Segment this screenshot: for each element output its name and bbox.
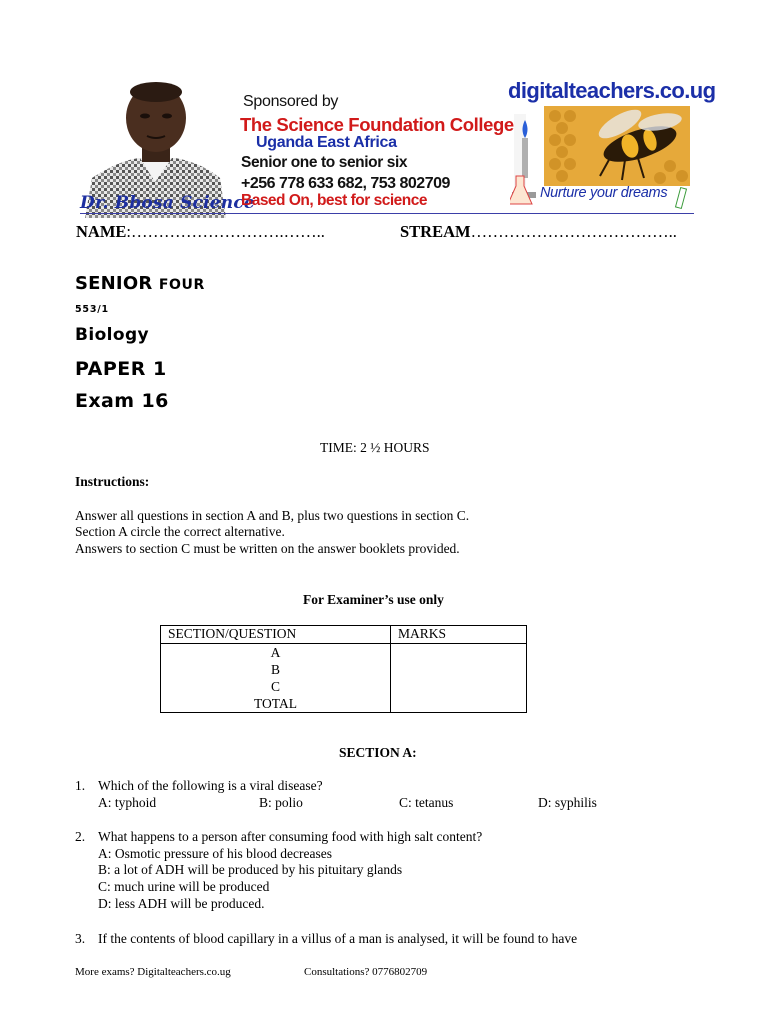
level-sub: FOUR bbox=[158, 277, 205, 293]
instruction-line: Answer all questions in section A and B, plus two questions in section C. bbox=[75, 508, 470, 523]
stream-field[interactable] bbox=[400, 222, 677, 242]
section-row: C bbox=[270, 679, 280, 694]
college-region: Uganda East Africa bbox=[256, 134, 397, 151]
stream-label: STREAM bbox=[400, 222, 471, 241]
section-list bbox=[161, 644, 391, 713]
question-text: What happens to a person after consuming food with high salt content? bbox=[98, 829, 483, 844]
question-number: 1. bbox=[75, 778, 86, 793]
website-logo-text: digitalteachers.co.ug bbox=[508, 78, 716, 103]
instruction-line: Section A circle the correct alternative. bbox=[75, 524, 285, 539]
website-slogan: Nurture your dreams bbox=[540, 185, 668, 201]
marks-table bbox=[160, 625, 527, 713]
answer-option[interactable]: D: less ADH will be produced. bbox=[98, 896, 265, 911]
question-number: 2. bbox=[75, 829, 86, 844]
answer-option[interactable]: D: syphilis bbox=[538, 795, 597, 810]
paper-heading: PAPER 1 bbox=[75, 358, 167, 380]
name-field[interactable] bbox=[76, 222, 325, 242]
section-row: TOTAL bbox=[254, 696, 297, 711]
time-allowed: TIME: 2 ½ HOURS bbox=[320, 440, 430, 455]
name-label: NAME bbox=[76, 222, 127, 241]
examiner-title: For Examiner’s use only bbox=[303, 592, 444, 607]
subject-heading: Biology bbox=[75, 325, 150, 345]
banner-divider bbox=[80, 213, 694, 214]
author-signature: Dr. Bbosa Science bbox=[80, 193, 255, 213]
college-levels: Senior one to senior six bbox=[241, 154, 408, 171]
college-phones: +256 778 633 682, 753 802709 bbox=[241, 175, 450, 192]
answer-option[interactable]: A: Osmotic pressure of his blood decreases bbox=[98, 846, 332, 861]
answer-option[interactable]: B: polio bbox=[259, 795, 303, 810]
name-dots: :……………………….…….. bbox=[126, 222, 325, 241]
table-row bbox=[161, 644, 527, 713]
table-header: MARKS bbox=[391, 626, 527, 644]
table-header-row bbox=[161, 626, 527, 644]
footer-consultations: Consultations? 0776802709 bbox=[304, 966, 428, 978]
question-text: Which of the following is a viral disease? bbox=[98, 778, 323, 793]
section-row: B bbox=[270, 662, 280, 677]
college-name: The Science Foundation College bbox=[240, 114, 514, 135]
section-row: A bbox=[270, 645, 281, 660]
answer-option[interactable]: C: tetanus bbox=[399, 795, 454, 810]
instructions-title: Instructions: bbox=[75, 474, 150, 489]
answer-option[interactable]: C: much urine will be produced bbox=[98, 879, 270, 894]
question-text: If the contents of blood capillary in a villus of a man is analysed, it will be found to have bbox=[98, 931, 578, 946]
sponsored-by-label: Sponsored by bbox=[243, 93, 339, 110]
answer-option[interactable]: A: typhoid bbox=[98, 795, 157, 810]
college-motto: Based On, best for science bbox=[241, 192, 427, 209]
exam-heading: Exam 16 bbox=[75, 390, 169, 412]
question-number: 3. bbox=[75, 931, 86, 946]
footer-exams-link: More exams? Digitalteachers.co.ug bbox=[75, 966, 231, 978]
level-main: SENIOR bbox=[75, 273, 153, 294]
marks-cell[interactable] bbox=[391, 644, 527, 713]
stream-dots: ……………………………….. bbox=[470, 222, 677, 241]
table-header: SECTION/QUESTION bbox=[161, 626, 391, 644]
answer-option[interactable]: B: a lot of ADH will be produced by his pituitary glands bbox=[98, 862, 403, 877]
section-a-title: SECTION A: bbox=[339, 745, 417, 760]
level-heading bbox=[75, 273, 205, 294]
instruction-line: Answers to section C must be written on the answer booklets provided. bbox=[75, 541, 460, 556]
paper-code: 553/1 bbox=[75, 304, 109, 315]
